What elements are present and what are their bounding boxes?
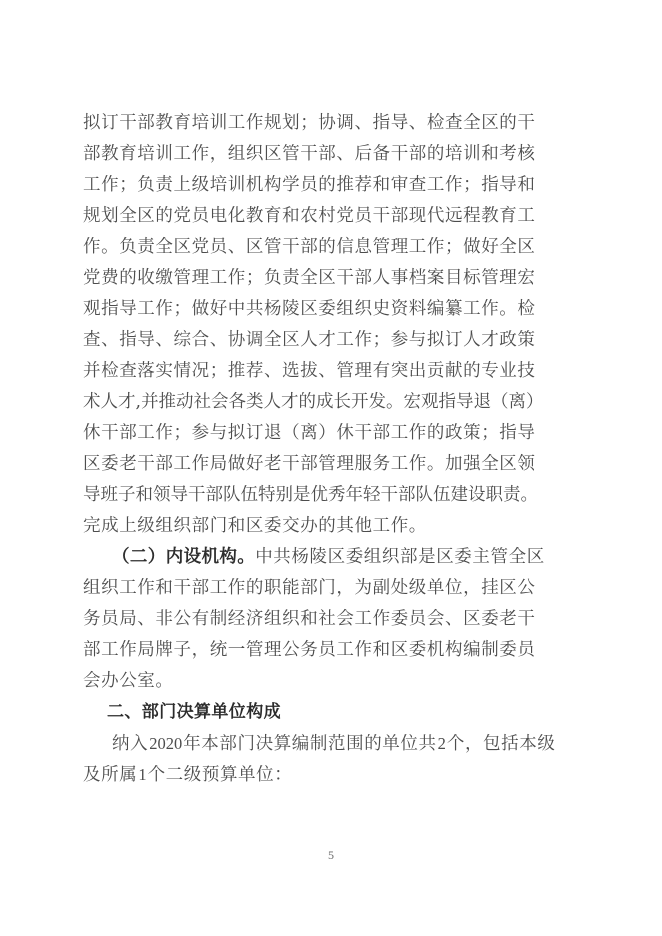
document-text-column: [83, 108, 579, 790]
text-line: [83, 728, 579, 759]
text-line: 务员局、非公有制经济组织和社会工作委员会、区委老干: [83, 609, 536, 629]
unit-count-value: 2: [437, 734, 446, 753]
text-line: 会办公室。: [83, 671, 174, 691]
sub-unit-count-value: 1: [138, 765, 147, 784]
text-run: 个，包括本级: [446, 734, 556, 754]
text-line: 部教育培训工作，组织区管干部、后备干部的培训和考核: [83, 144, 536, 164]
text-line: 组织工作和干部工作的职能部门，为副处级单位，挂区公: [83, 578, 536, 598]
page-number: 5: [328, 848, 334, 862]
text-line: 观指导工作；做好中共杨陵区委组织史资料编纂工作。检: [83, 299, 536, 319]
text-run: 纳入: [112, 734, 149, 754]
text-run: 及所属: [83, 765, 138, 785]
text-line: 查、指导、综合、协调全区人才工作；参与拟订人才政策: [83, 330, 536, 350]
text-line: 完成上级组织部门和区委交办的其他工作。: [83, 516, 427, 536]
section-heading-2: [83, 697, 579, 728]
text-line: 党费的收缴管理工作；负责全区干部人事档案目标管理宏: [83, 268, 536, 288]
text-run: 年本部门决算编制范围的单位共: [183, 734, 437, 754]
text-line: 部工作局牌子，统一管理公务员工作和区委机构编制委员: [83, 640, 536, 660]
paragraph-duties: [83, 108, 579, 542]
text-line: 拟订干部教育培训工作规划；协调、指导、检查全区的干: [83, 113, 536, 133]
text-line: 区委老干部工作局做好老干部管理服务工作。加强全区领: [83, 454, 536, 474]
text-run: 中共杨陵区委组织部是区委主管全区: [255, 547, 545, 567]
subsection-label: （二）内设机构。: [112, 547, 256, 567]
text-line: 休干部工作；参与拟订退（离）休干部工作的政策；指导: [83, 423, 536, 443]
text-run: 个二级预算单位：: [147, 765, 293, 785]
text-line: [83, 759, 579, 790]
text-line: 规划全区的党员电化教育和农村党员干部现代远程教育工: [83, 206, 536, 226]
text-line: 术人才,并推动社会各类人才的成长开发。宏观指导退（离）: [83, 392, 544, 412]
text-line: 并检查落实情况；推荐、选拔、管理有突出贡献的专业技: [83, 361, 536, 381]
text-line: 作。负责全区党员、区管干部的信息管理工作；做好全区: [83, 237, 536, 257]
text-line: 工作；负责上级培训机构学员的推荐和审查工作；指导和: [83, 175, 536, 195]
paragraph-unit-composition: [83, 728, 579, 790]
year-value: 2020: [149, 734, 183, 753]
section-heading-2-label: 二、部门决算单位构成: [107, 702, 281, 722]
text-line: [83, 542, 579, 573]
text-line: 导班子和领导干部队伍特别是优秀年轻干部队伍建设职责。: [83, 485, 538, 505]
paragraph-internal-organs: [83, 542, 579, 697]
